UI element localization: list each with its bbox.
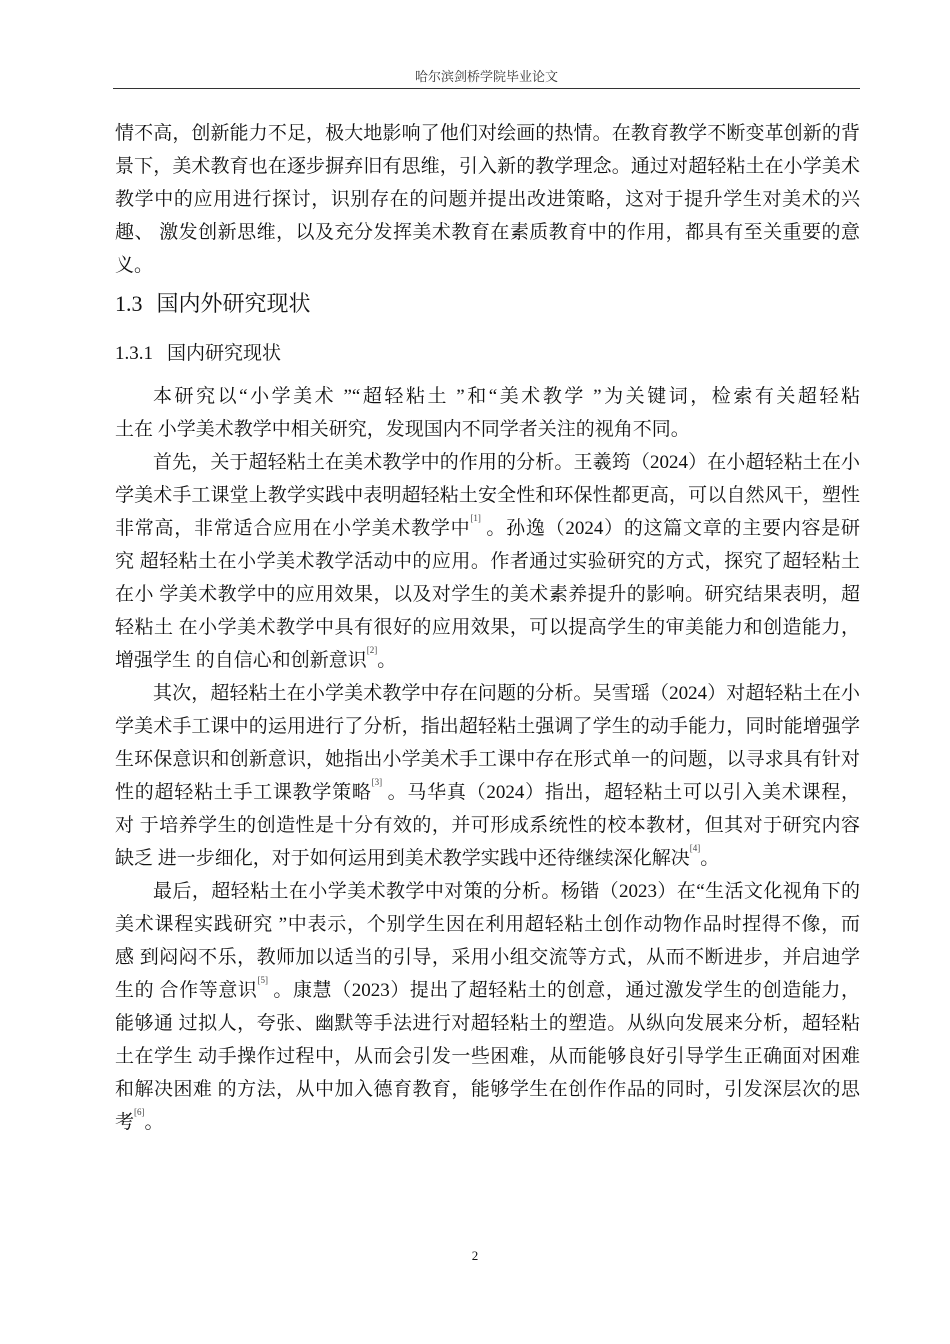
text-line <box>115 677 860 710</box>
text-segment: 本研究以“小学美术 ”“超轻粘土 ”和“美术教学 ”为关键词，检索有关超轻粘 <box>153 386 860 407</box>
text-line <box>115 710 860 743</box>
text-segment: 非常高，非常适合应用在小学美术教学中 <box>115 518 471 539</box>
text-segment: 。康慧（2023）提出了超轻粘土的创意，通过激发学生的创造能力， <box>268 980 860 1001</box>
text-line <box>115 1106 860 1139</box>
text-segment: 和解决困难 的方法，从中加入德育教育，能够学生在创作作品的同时，引发深层次的思 <box>115 1079 860 1100</box>
citation-ref: [6] <box>134 1107 145 1117</box>
text-line <box>115 974 860 1007</box>
text-segment: 。孙逸（2024）的这篇文章的主要内容是研 <box>480 518 860 539</box>
text-line <box>115 512 860 545</box>
text-line <box>115 578 860 611</box>
text-segment: 趣、 激发创新思维，以及充分发挥美术教育在素质教育中的作用，都具有至关重要的意 <box>115 222 860 243</box>
text-line <box>115 216 860 249</box>
text-line <box>115 249 860 282</box>
citation-ref: [2] <box>366 645 378 655</box>
text-segment: 生环保意识和创新意识，她指出小学美术手工课中存在形式单一的问题，以寻求具有针对 <box>115 749 860 770</box>
intro-paragraph <box>115 117 860 282</box>
citation-ref: [5] <box>257 975 269 985</box>
subsection-number: 1.3.1 <box>115 343 153 364</box>
text-segment: 考 <box>115 1112 135 1133</box>
text-segment: 。 <box>144 1112 164 1133</box>
text-line <box>115 743 860 776</box>
text-line <box>115 644 860 677</box>
header-divider <box>113 88 860 89</box>
text-line <box>115 1007 860 1040</box>
citation-ref: [4] <box>689 843 701 853</box>
text-segment: 。马华真（2024）指出，超轻粘土可以引入美术课程， <box>382 782 860 803</box>
text-segment: 学美术手工课堂上教学实践中表明超轻粘土安全性和环保性都更高，可以自然风干，塑性 <box>115 485 860 506</box>
text-segment: 能够通 过拟人，夸张、幽默等手法进行对超轻粘土的塑造。从纵向发展来分析，超轻粘 <box>115 1013 860 1034</box>
text-segment: 义。 <box>115 255 154 276</box>
page-number: 2 <box>471 1248 479 1263</box>
text-segment: 学美术手工课中的运用进行了分析，指出超轻粘土强调了学生的动手能力，同时能增强学 <box>115 716 860 737</box>
text-line <box>115 380 860 413</box>
text-segment: 首先，关于超轻粘土在美术教学中的作用的分析。王羲筠（2024）在小超轻粘土在小 <box>153 452 860 473</box>
text-line <box>115 809 860 842</box>
text-segment: 对 于培养学生的创造性是十分有效的，并可形成系统性的校本教材，但其对于研究内容 <box>115 815 860 836</box>
text-segment: 美术课程实践研究 ”中表示，个别学生因在利用超轻粘土创作动物作品时捏得不像，而 <box>115 914 860 935</box>
text-segment: 最后，超轻粘土在小学美术教学中对策的分析。杨锴（2023）在“生活文化视角下的 <box>153 881 860 902</box>
text-segment: 缺乏 进一步细化，对于如何运用到美术教学实践中还待继续深化解决 <box>115 848 690 869</box>
text-segment: 增强学生 的自信心和创新意识 <box>115 650 367 671</box>
text-segment: 感 到闷闷不乐，教师加以适当的引导，采用小组交流等方式，从而不断进步，并启迪学 <box>115 947 860 968</box>
text-line <box>115 941 860 974</box>
section-number: 1.3 <box>115 291 143 316</box>
text-line <box>115 611 860 644</box>
text-segment: 教学中的应用进行探讨，识别存在的问题并提出改进策略，这对于提升学生对美术的兴 <box>115 189 860 210</box>
text-line <box>115 1040 860 1073</box>
text-segment: 情不高，创新能力不足，极大地影响了他们对绘画的热情。在教育教学不断变革创新的背 <box>115 123 860 144</box>
citation-ref: [1] <box>470 513 481 523</box>
text-line <box>115 875 860 908</box>
text-segment: 究 超轻粘土在小学美术教学活动中的应用。作者通过实验研究的方式，探究了超轻粘土 <box>115 551 860 572</box>
text-segment: 土在学生 动手操作过程中，从而会引发一些困难，从而能够良好引导学生正确面对困难 <box>115 1046 860 1067</box>
section-title: 国内外研究现状 <box>156 291 311 316</box>
subsection-heading <box>115 338 281 365</box>
text-line <box>115 479 860 512</box>
text-line <box>115 908 860 941</box>
text-segment: 生的 合作等意识 <box>115 980 258 1001</box>
body-text <box>115 380 860 1139</box>
text-line <box>115 413 860 446</box>
text-segment: 其次，超轻粘土在小学美术教学中存在问题的分析。吴雪瑶（2024）对超轻粘土在小 <box>153 683 860 704</box>
text-segment: 。 <box>700 848 720 869</box>
citation-ref: [3] <box>371 777 383 787</box>
text-line <box>115 183 860 216</box>
text-segment: 景下，美术教育也在逐步摒弃旧有思维，引入新的教学理念。通过对超轻粘土在小学美术 <box>115 156 860 177</box>
text-line <box>115 842 860 875</box>
running-header: 哈尔滨剑桥学院毕业论文 <box>414 69 558 84</box>
text-line <box>115 776 860 809</box>
text-line <box>115 117 860 150</box>
subsection-title: 国内研究现状 <box>167 343 282 364</box>
text-segment: 在小 学美术教学中的应用效果，以及对学生的美术素养提升的影响。研究结果表明，超 <box>115 584 860 605</box>
text-line <box>115 446 860 479</box>
text-line <box>115 1073 860 1106</box>
text-segment: 轻粘土 在小学美术教学中具有很好的应用效果，可以提高学生的审美能力和创造能力， <box>115 617 860 638</box>
text-segment: 。 <box>377 650 397 671</box>
section-heading <box>115 287 311 318</box>
text-segment: 土在 小学美术教学中相关研究，发现国内不同学者关注的视角不同。 <box>115 419 690 440</box>
text-segment: 性的超轻粘土手工课教学策略 <box>115 782 372 803</box>
text-line <box>115 150 860 183</box>
text-line <box>115 545 860 578</box>
